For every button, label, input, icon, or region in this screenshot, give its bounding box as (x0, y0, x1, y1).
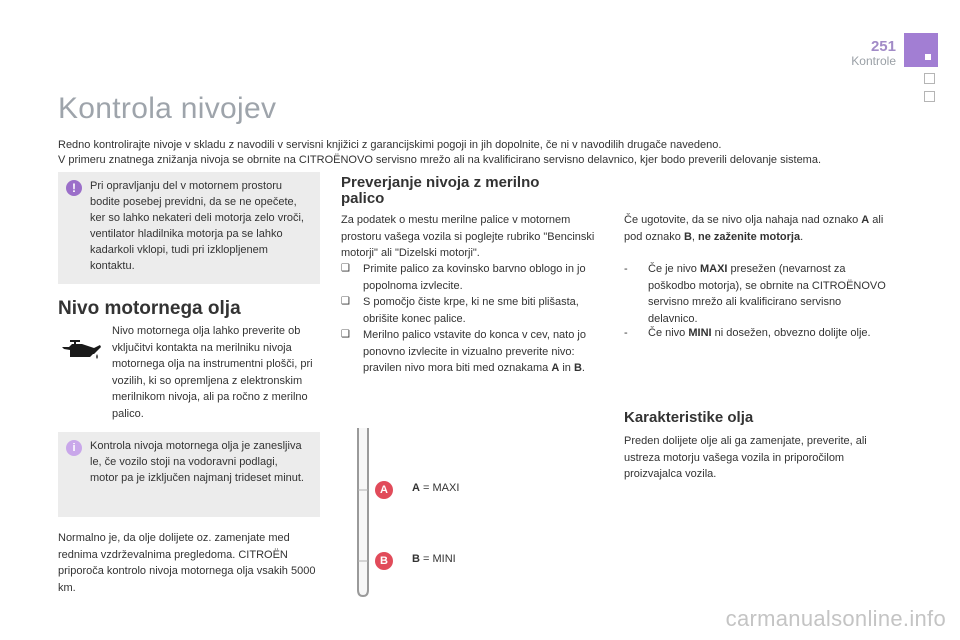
text-span: . (800, 230, 804, 243)
oil-can-icon (60, 338, 102, 362)
list-item-text (624, 261, 886, 327)
warning-icon: ! (66, 180, 82, 196)
page-title: Kontrola nivojev (58, 92, 277, 125)
info-box (58, 432, 320, 517)
step-text: Primite palico za kovinsko barvno oblogo in jo popolnoma izvlecite. (363, 263, 586, 292)
info-icon: i (66, 440, 82, 456)
text-span: ali pod oznako (624, 214, 884, 243)
list-item (624, 261, 886, 327)
section-tab[interactable] (924, 73, 935, 84)
marker-b-icon: B (375, 552, 393, 570)
step-text-main: Merilno palico vstavite do konca v cev, nato jo ponovno izvlecite in vizualno preverite nivo: pravilen nivo mora biti med oznakama (363, 329, 586, 374)
dipstick-illustration (355, 428, 371, 598)
list-item (341, 294, 603, 327)
info-text: Kontrola nivoja motornega olja je zanesljiva le, če vozilo stoji na vodoravni podlagi, motor pa je izključen najmanj trideset minut. (90, 440, 304, 484)
text-span: ni dosežen, obvezno dolijte olje. (711, 327, 871, 339)
engine-oil-paragraph: Nivo motornega olja lahko preverite ob vključitvi kontakta na merilniku nivoja motornega olja na instrumentni plošči, pri vozilih, ki so opremljena z elektronskim merilnikom nivoja, ali pa ročno z merilno palico. (112, 325, 313, 420)
dash-bullet: - (624, 327, 628, 339)
checkbox-bullet-icon: ❑ (341, 329, 350, 340)
page-number: 251 (870, 38, 896, 55)
dipstick-steps (341, 261, 603, 377)
text-span: Če ugotovite, da se nivo olja nahaja nad oznako (624, 214, 862, 226)
intro-line: V primeru znatnega znižanja nivoja se obrnite na CITROËNOVO servisno mrežo ali na kvalificirano servisno delavnico, kjer bodo preverili delovanje sistema. (58, 153, 822, 166)
list-item (624, 325, 886, 342)
marker-a-icon: A (375, 481, 393, 499)
mark-b-ref: B (573, 362, 582, 374)
dipstick-heading: Preverjanje nivoja z merilno palico (341, 174, 540, 207)
mark-a-ref: A (551, 362, 560, 374)
marker-b-letter: B (412, 553, 420, 565)
list-item (341, 261, 603, 294)
warning-emphasis: ne zaženite motorja (698, 230, 801, 243)
watermark: carmanualsonline.info (725, 606, 946, 631)
marker-a-value: = MAXI (419, 482, 460, 494)
step-text-conj: in (559, 362, 574, 374)
section-tab-active[interactable] (904, 33, 938, 67)
maxi-label: MAXI (699, 263, 728, 275)
oil-characteristics-heading: Karakteristike olja (624, 409, 754, 426)
list-item-text (624, 325, 886, 342)
marker-b-label (412, 553, 456, 565)
step-text: S pomočjo čiste krpe, ki ne sme biti plišasta, obrišite konec palice. (363, 296, 579, 325)
marker-a-letter: A (412, 482, 420, 494)
mark-b-ref: B (683, 230, 692, 243)
intro-line: Redno kontrolirajte nivoje v skladu z navodili v servisni knjižici z garancijskimi pogoji in jih dopolnite, če ni v navodilih drugače navedeno. (58, 139, 722, 151)
list-item (341, 327, 603, 377)
section-label: Kontrole (851, 54, 896, 68)
oil-change-text: Normalno je, da olje dolijete oz. zamenjate med rednima vzdrževalnima pregledoma. CITROËN priporoča kontrolo nivoja motornega olja vsakih 5000 km. (58, 532, 316, 594)
text-span: Če nivo (648, 327, 689, 339)
checkbox-bullet-icon: ❑ (341, 296, 350, 307)
oil-characteristics-text: Preden dolijete olje ali ga zamenjate, preverite, ali ustreza motorju vašega vozila in priporočilom proizvajalca vozila. (624, 435, 867, 480)
step-text-end: . (581, 362, 585, 374)
section-tab[interactable] (924, 91, 935, 102)
dipstick-intro: Za podatek o mestu merilne palice v motornem prostoru vašega vozila si poglejte rubriko "Bencinski motorji" ali "Dizelski motorji". (341, 214, 595, 259)
text-span: presežen (nevarnost za poškodbo motorja), se obrnite na CITROËNOVO servisno mrežo ali kvalificirano servisno delavnico. (648, 263, 886, 325)
level-result-intro (624, 212, 886, 245)
warning-text: Pri opravljanju del v motornem prostoru bodite posebej previdni, da se ne opečete, ker so lahko nekateri deli motorja zelo vroči, ventilator hladilnika motorja pa se lahko kadarkoli vklopi, tudi pri izklopljenem kontaktu. (90, 180, 304, 272)
intro-text (58, 138, 821, 167)
mini-label: MINI (688, 327, 712, 339)
warning-box (58, 172, 320, 284)
text-span: Če je nivo (648, 263, 700, 275)
marker-a-label (412, 482, 459, 494)
step-text (363, 329, 586, 374)
checkbox-bullet-icon: ❑ (341, 263, 350, 274)
text-span: , (691, 230, 699, 243)
mark-a-ref: A (861, 214, 870, 226)
dash-bullet: - (624, 263, 628, 275)
marker-b-value: = MINI (419, 553, 456, 565)
engine-oil-heading: Nivo motornega olja (58, 298, 241, 319)
tab-marker-icon (925, 54, 931, 60)
